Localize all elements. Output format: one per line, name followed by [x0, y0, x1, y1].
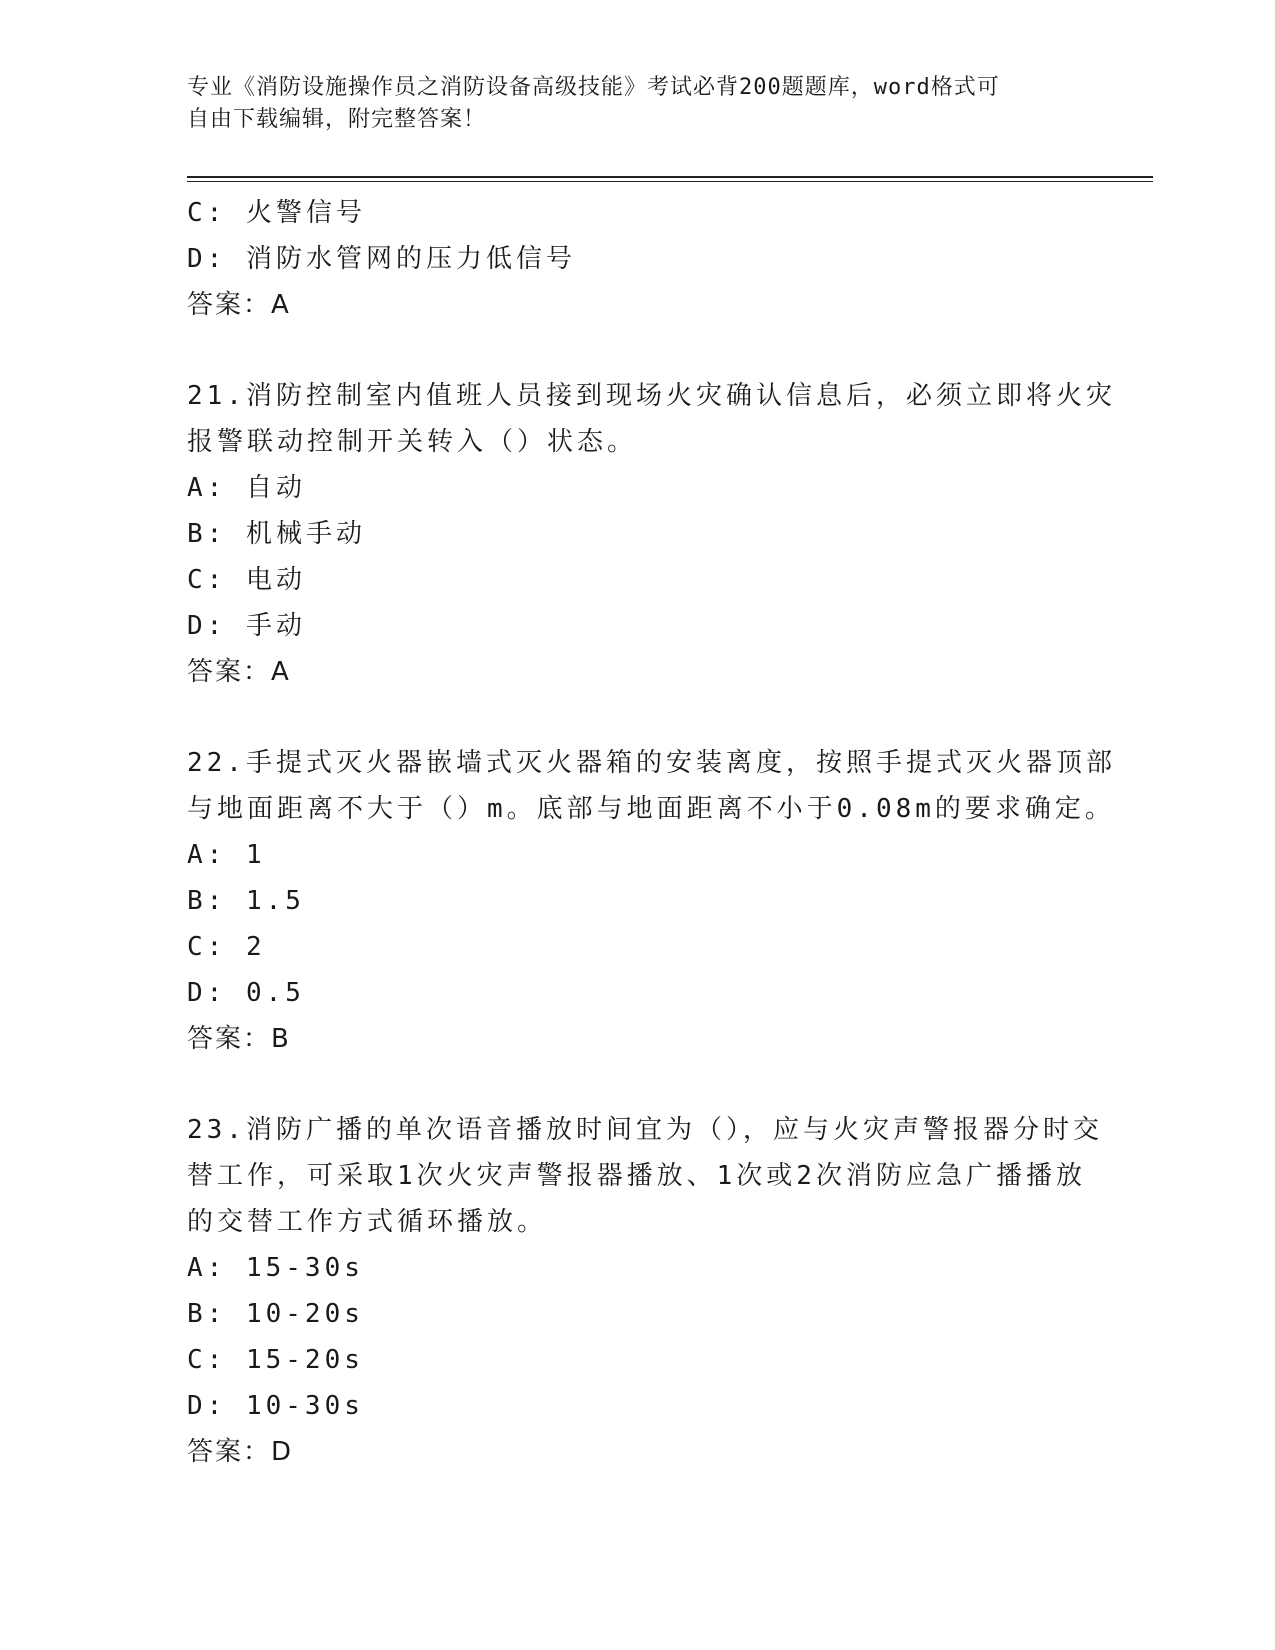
option-a: A: 1: [187, 840, 266, 870]
answer-line: 答案：A: [187, 290, 291, 320]
option-d: D: 0.5: [187, 978, 305, 1008]
question-text-line: 报警联动控制开关转入（）状态。: [187, 427, 638, 457]
question-text-line: 21.消防控制室内值班人员接到现场火灾确认信息后，必须立即将火灾: [187, 381, 1116, 411]
header-line-2: 自由下载编辑，附完整答案！: [187, 107, 487, 132]
option-d: D: 10-30s: [187, 1391, 364, 1421]
header-line-1: 专业《消防设施操作员之消防设备高级技能》考试必背200题题库，word格式可: [187, 75, 1000, 100]
question-text-line: 替工作，可采取1次火灾声警报器播放、1次或2次消防应急广播播放: [187, 1161, 1086, 1191]
option-c: C: 电动: [187, 565, 306, 595]
spacer: [187, 328, 1087, 373]
option-a: A: 自动: [187, 473, 306, 503]
option-b: B: 10-20s: [187, 1299, 364, 1329]
question-22: [187, 740, 1116, 1062]
option-a: A: 15-30s: [187, 1253, 364, 1283]
question-text-line: 23.消防广播的单次语音播放时间宜为（），应与火灾声警报器分时交: [187, 1115, 1103, 1145]
question-text-line: 的交替工作方式循环播放。: [187, 1207, 548, 1237]
option-c: C: 15-20s: [187, 1345, 364, 1375]
option-c: C: 2: [187, 932, 266, 962]
option-d: D: 手动: [187, 611, 306, 641]
option-d: D: 消防水管网的压力低信号: [187, 244, 576, 274]
question-21: [187, 373, 1116, 695]
page-header: [187, 72, 1067, 136]
header-divider-thin: [187, 181, 1153, 182]
answer-line: 答案：A: [187, 657, 291, 687]
previous-question-tail: [187, 190, 1087, 328]
question-text-line: 22.手提式灭火器嵌墙式灭火器箱的安装离度，按照手提式灭火器顶部: [187, 748, 1116, 778]
question-text-line: 与地面距离不大于（）m。底部与地面距离不小于0.08m的要求确定。: [187, 794, 1115, 824]
document-body: [187, 190, 1116, 1475]
option-c: C: 火警信号: [187, 198, 366, 228]
spacer: [187, 1062, 1087, 1107]
header-divider-thick: [187, 176, 1153, 178]
spacer: [187, 695, 1087, 740]
option-b: B: 1.5: [187, 886, 305, 916]
answer-line: 答案：B: [187, 1024, 291, 1054]
option-b: B: 机械手动: [187, 519, 366, 549]
question-23: [187, 1107, 1103, 1475]
answer-line: 答案：D: [187, 1437, 294, 1467]
